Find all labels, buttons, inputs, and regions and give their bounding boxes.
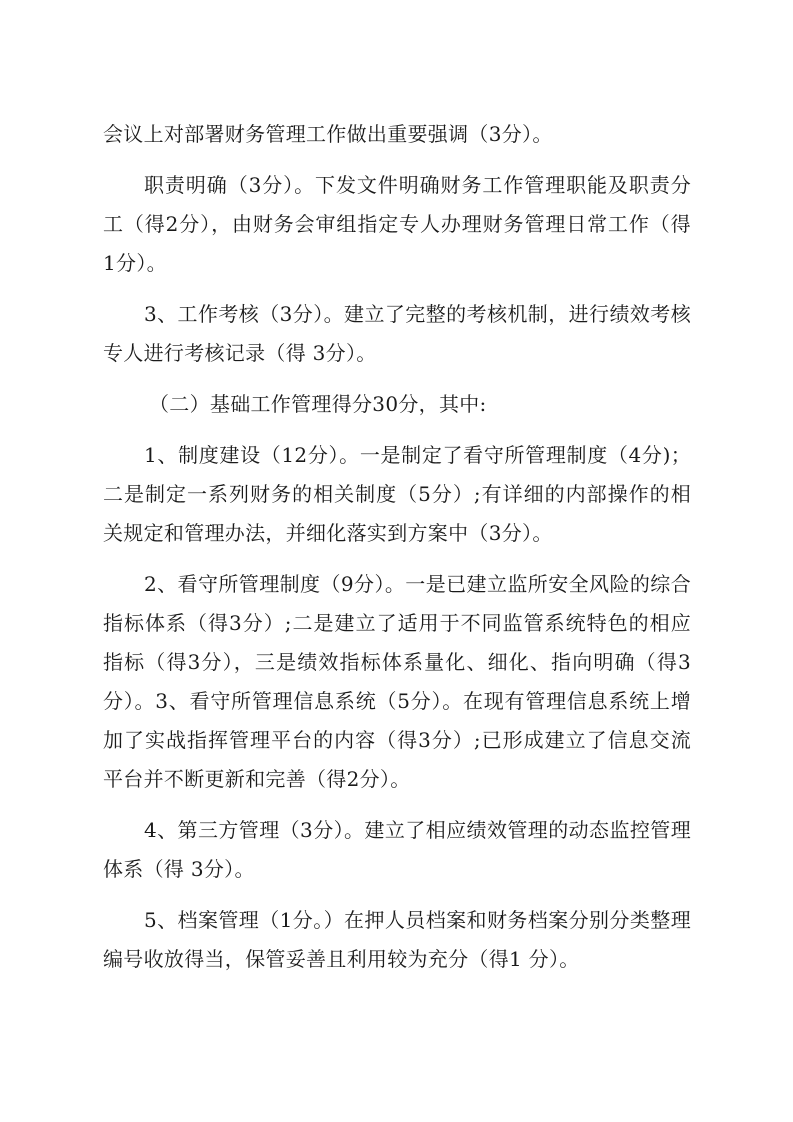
paragraph-7: 4、第三方管理（3分）。建立了相应绩效管理的动态监控管理体系（得 3分）。 (103, 818, 691, 881)
paragraph-3: 3、工作考核（3分）。建立了完整的考核机制，进行绩效考核专人进行考核记录（得 3分）。 (103, 302, 691, 365)
paragraph-8: 5、档案管理（1分。）在押人员档案和财务档案分别分类整理编号收放得当，保管妥善且利用较为充分（得1 分）。 (103, 908, 691, 971)
document-body (103, 115, 691, 979)
paragraph-5: 1、制度建设（12分）。一是制定了看守所管理制度（4分)；二是制定一系列财务的相关制度（5分）;有详细的内部操作的相关规定和管理办法，并细化落实到方案中（3分）。 (103, 443, 691, 545)
paragraph-6: 2、看守所管理制度（9分）。一是已建立监所安全风险的综合指标体系（得3分）;二是建立了适用于不同监管系统特色的相应指标（得3分），三是绩效指标体系量化、细化、指向明确（得3分）。3、看守所管理信息系统（5分）。在现有管理信息系统上增加了实战指挥管理平台的内容（得3分）;已形成建立了信息交流平台并不断更新和完善（得2分）。 (103, 572, 691, 791)
section-heading: （二）基础工作管理得分30分，其中: (149, 392, 487, 416)
paragraph-2: 职责明确（3分）。下发文件明确财务工作管理职能及职责分工（得2分），由财务会审组指定专人办理财务管理日常工作（得 1分）。 (103, 173, 691, 275)
paragraph-1: 会议上对部署财务管理工作做出重要强调（3分）。 (103, 122, 553, 146)
